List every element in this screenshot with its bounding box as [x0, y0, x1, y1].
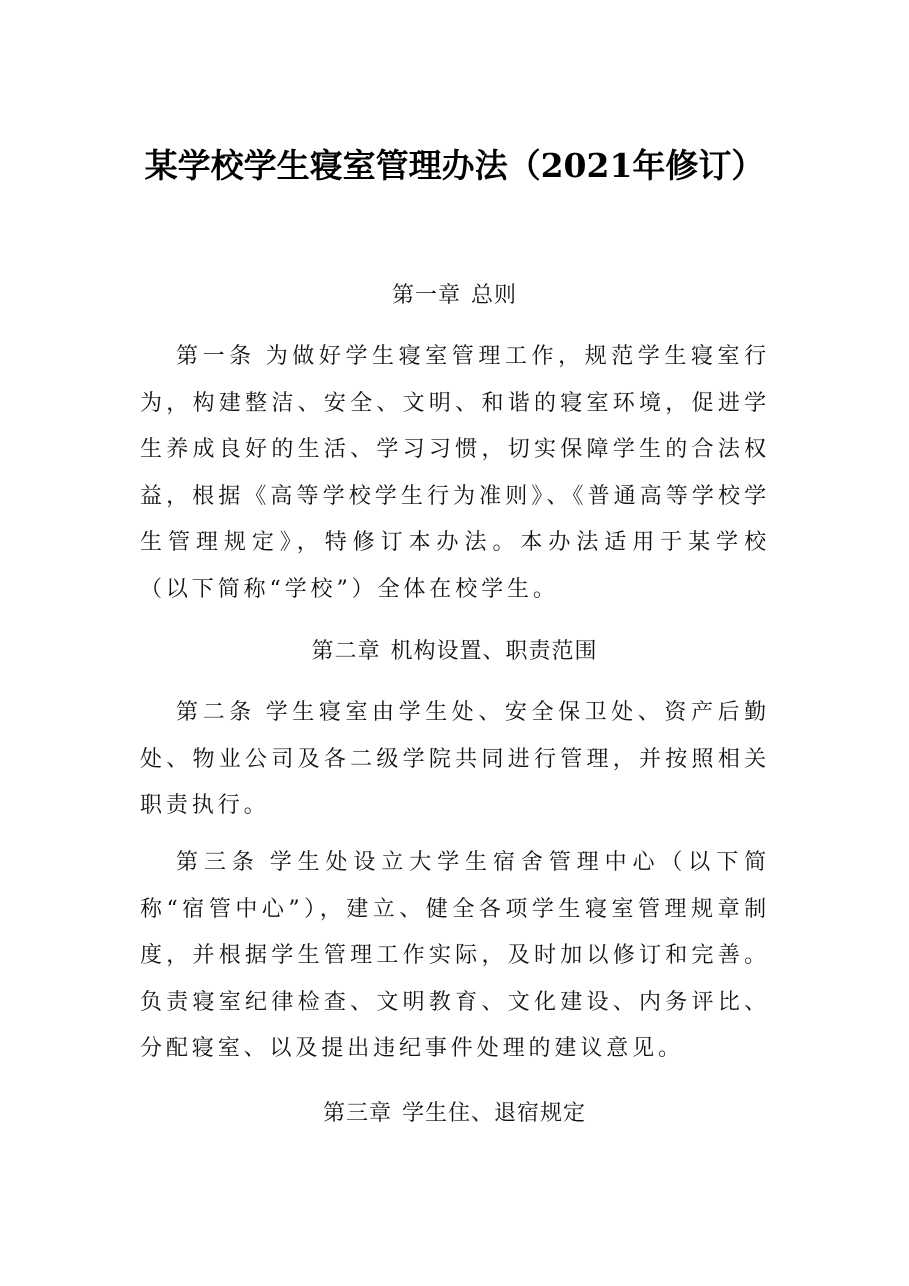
article-text: 学生寝室由学生处、安全保卫处、资产后勤处、物业公司及各二级学院共同进行管理，并按照相关职责执行。 [140, 700, 770, 818]
chapter-title: 总则 [471, 283, 518, 308]
article-1 [140, 334, 770, 613]
chapter-number: 第三章 [322, 1101, 392, 1126]
article-number: 第一条 [176, 344, 256, 369]
article-2 [140, 690, 770, 830]
chapter-title: 学生住、退宿规定 [402, 1101, 587, 1126]
article-text: 学生处设立大学生宿舍管理中心（以下简称“宿管中心”），建立、健全各项学生寝室管理规章制度，并根据学生管理工作实际，及时加以修订和完善。负责寝室纪律检查、文明教育、文化建设、内务评比、分配寝室、以及提出违纪事件处理的建议意见。 [140, 850, 770, 1061]
chapter-heading-1 [0, 281, 909, 311]
chapter-heading-2 [0, 637, 909, 667]
article-number: 第三条 [176, 850, 260, 875]
chapter-title: 机构设置、职责范围 [390, 639, 598, 664]
article-number: 第二条 [176, 700, 256, 725]
document-title: 某学校学生寝室管理办法（2021年修订） [144, 146, 765, 185]
chapter-number: 第二章 [311, 639, 381, 664]
chapter-number: 第一章 [391, 283, 461, 308]
chapter-heading-3 [0, 1099, 909, 1129]
article-3 [140, 840, 770, 1073]
article-text: 为做好学生寝室管理工作，规范学生寝室行为，构建整洁、安全、文明、和谐的寝室环境，促进学生养成良好的生活、学习习惯，切实保障学生的合法权益，根据《高等学校学生行为准则》、《普通高等学校学生管理规定》，特修订本办法。本办法适用于某学校（以下简称“学校”）全体在校学生。 [140, 344, 770, 602]
